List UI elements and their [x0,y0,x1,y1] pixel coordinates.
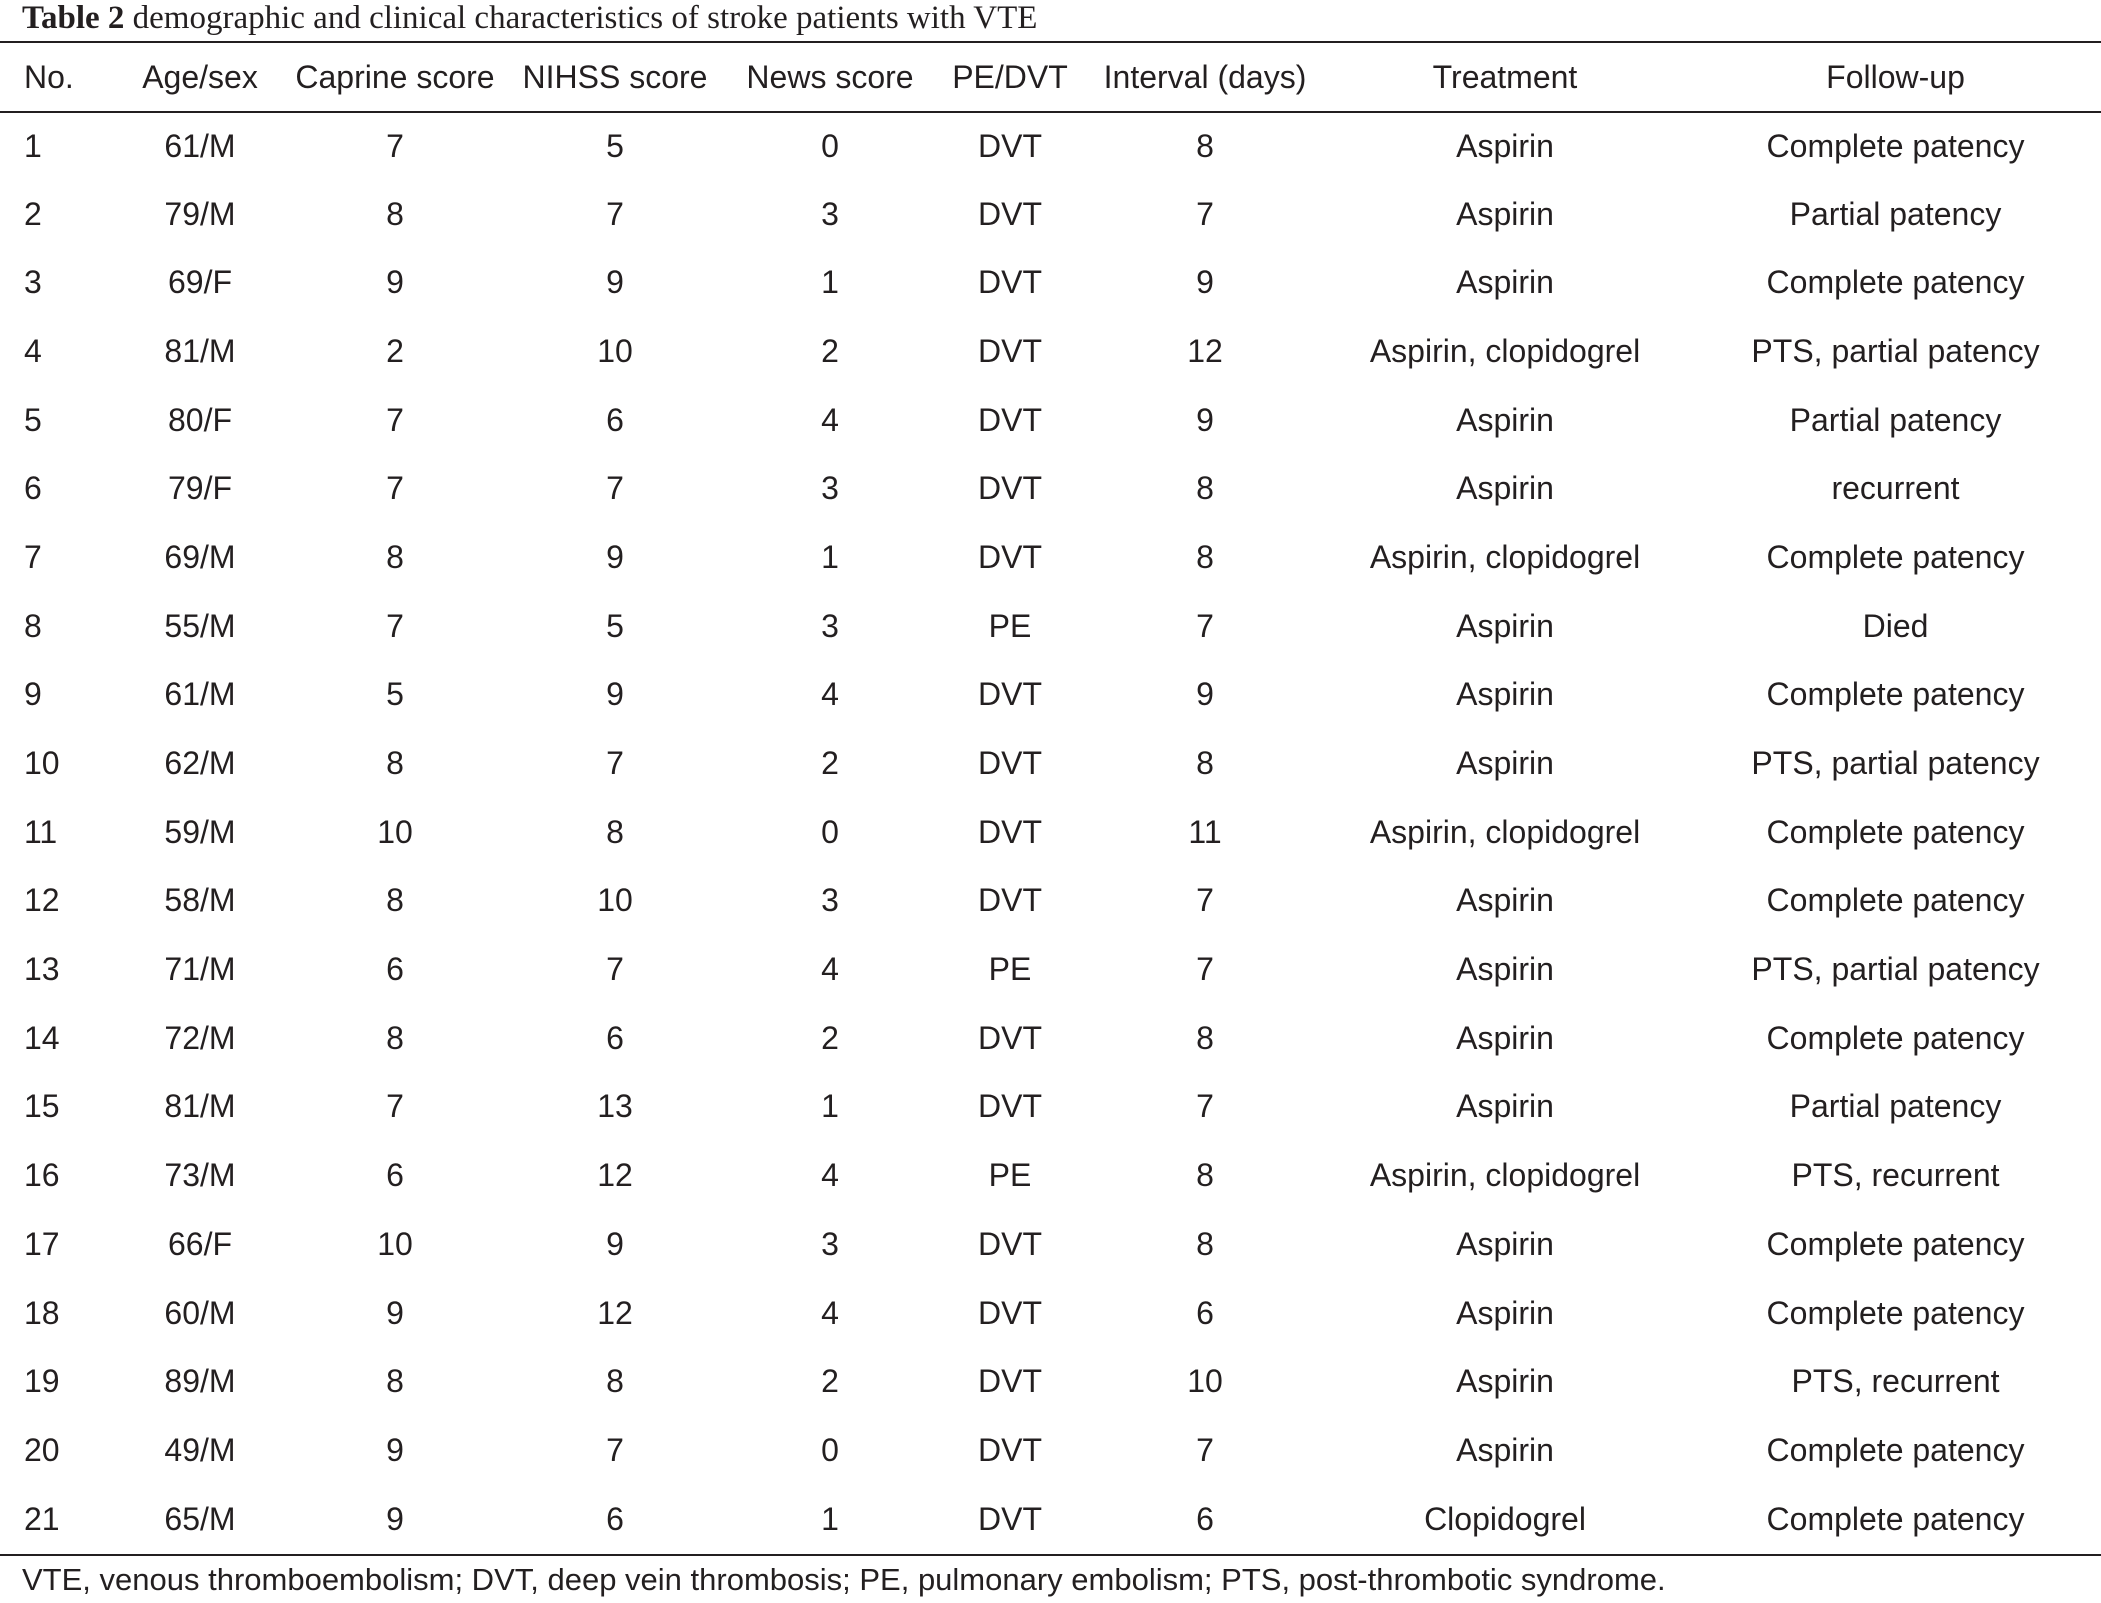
cell-pe-dvt: PE [988,607,1032,644]
cell-caprine-score: 8 [386,882,404,919]
cell-pe-dvt: DVT [978,813,1042,850]
cell-pe-dvt: DVT [978,195,1042,232]
cell-pe-dvt: DVT [978,745,1042,782]
cell-treatment: Aspirin [1456,676,1554,713]
cell-follow-up: Complete patency [1766,538,2025,575]
table-header [0,43,2101,111]
cell-interval: 9 [1196,401,1214,438]
cell-pe-dvt: DVT [978,264,1042,301]
cell-news-score: 1 [821,1500,839,1537]
cell-treatment: Aspirin [1456,1088,1554,1125]
cell-news-score: 4 [821,1157,839,1194]
cell-nihss-score: 5 [606,607,624,644]
cell-no: 3 [24,264,42,301]
cell-caprine-score: 8 [386,538,404,575]
table-row [0,248,2101,317]
cell-age-sex: 79/M [164,195,236,232]
cell-age-sex: 61/M [164,676,236,713]
cell-nihss-score: 7 [606,745,624,782]
cell-interval: 6 [1196,1500,1214,1537]
cell-pe-dvt: DVT [978,676,1042,713]
cell-follow-up: Complete patency [1766,1431,2025,1468]
cell-interval: 7 [1196,951,1214,988]
cell-follow-up: Partial patency [1789,401,2002,438]
cell-follow-up: Complete patency [1766,882,2025,919]
header-news-score: News score [746,58,914,95]
cell-caprine-score: 2 [386,332,404,369]
cell-follow-up: PTS, recurrent [1791,1363,2000,1400]
table-caption [22,0,1037,40]
header-follow-up: Follow-up [1826,58,1965,95]
cell-interval: 8 [1196,745,1214,782]
header-no: No. [24,58,74,95]
table-row [0,1485,2101,1554]
cell-follow-up: Complete patency [1766,676,2025,713]
cell-nihss-score: 10 [597,882,633,919]
cell-treatment: Aspirin [1456,470,1554,507]
cell-news-score: 3 [821,470,839,507]
cell-pe-dvt: DVT [978,127,1042,164]
cell-follow-up: Complete patency [1766,813,2025,850]
cell-caprine-score: 8 [386,195,404,232]
cell-interval: 7 [1196,607,1214,644]
cell-nihss-score: 7 [606,1431,624,1468]
table-row [0,1210,2101,1279]
cell-interval: 7 [1196,1431,1214,1468]
cell-interval: 11 [1188,813,1222,850]
table-row [0,180,2101,249]
cell-follow-up: Partial patency [1789,195,2002,232]
table-caption-text: demographic and clinical characteristics of stroke patients with VTE [132,0,1038,36]
cell-nihss-score: 7 [606,470,624,507]
cell-no: 6 [24,470,42,507]
cell-age-sex: 59/M [164,813,236,850]
cell-age-sex: 49/M [164,1431,236,1468]
cell-age-sex: 80/F [167,401,233,438]
table-row [0,1279,2101,1348]
cell-no: 10 [24,745,60,782]
cell-news-score: 3 [821,195,839,232]
cell-nihss-score: 6 [606,401,624,438]
cell-age-sex: 55/M [164,607,236,644]
cell-no: 15 [24,1088,60,1125]
cell-age-sex: 79/F [167,470,233,507]
table-row [0,867,2101,936]
table-bottom-rule [0,1554,2101,1556]
cell-caprine-score: 7 [386,1088,404,1125]
cell-age-sex: 65/M [164,1500,236,1537]
header-nihss-score: NIHSS score [522,58,708,95]
cell-pe-dvt: PE [988,951,1032,988]
cell-interval: 7 [1196,1088,1214,1125]
cell-caprine-score: 9 [386,264,404,301]
cell-interval: 9 [1196,264,1214,301]
cell-news-score: 3 [821,607,839,644]
cell-follow-up: Died [1862,607,1929,644]
cell-nihss-score: 12 [597,1157,633,1194]
header-caprine-score: Caprine score [295,58,495,95]
cell-caprine-score: 8 [386,1363,404,1400]
cell-treatment: Aspirin [1456,401,1554,438]
header-treatment: Treatment [1432,58,1578,95]
cell-pe-dvt: DVT [978,882,1042,919]
cell-follow-up: Complete patency [1766,127,2025,164]
cell-follow-up: PTS, recurrent [1791,1157,2000,1194]
header-row [0,43,2101,111]
cell-nihss-score: 12 [597,1294,633,1331]
cell-news-score: 2 [821,1019,839,1056]
table-row [0,1004,2101,1073]
cell-age-sex: 81/M [164,1088,236,1125]
cell-caprine-score: 7 [386,607,404,644]
cell-treatment: Aspirin, clopidogrel [1369,813,1641,850]
cell-age-sex: 89/M [164,1363,236,1400]
cell-treatment: Aspirin [1456,264,1554,301]
cell-no: 11 [24,813,58,850]
cell-news-score: 3 [821,882,839,919]
cell-nihss-score: 8 [606,813,624,850]
cell-news-score: 1 [821,538,839,575]
cell-follow-up: Complete patency [1766,1294,2025,1331]
cell-treatment: Aspirin [1456,607,1554,644]
cell-no: 17 [24,1225,60,1262]
cell-follow-up: PTS, partial patency [1751,951,2040,988]
cell-age-sex: 60/M [164,1294,236,1331]
cell-interval: 8 [1196,127,1214,164]
cell-caprine-score: 6 [386,1157,404,1194]
cell-caprine-score: 9 [386,1294,404,1331]
cell-news-score: 4 [821,676,839,713]
cell-no: 16 [24,1157,60,1194]
header-pe-dvt: PE/DVT [952,58,1068,95]
cell-no: 9 [24,676,42,713]
cell-age-sex: 73/M [164,1157,236,1194]
cell-nihss-score: 8 [606,1363,624,1400]
cell-caprine-score: 7 [386,401,404,438]
cell-nihss-score: 7 [606,951,624,988]
cell-news-score: 2 [821,745,839,782]
cell-nihss-score: 10 [597,332,633,369]
cell-pe-dvt: DVT [978,1088,1042,1125]
cell-treatment: Aspirin [1456,1431,1554,1468]
cell-interval: 6 [1196,1294,1214,1331]
cell-caprine-score: 8 [386,745,404,782]
cell-age-sex: 71/M [164,951,236,988]
table-row [0,386,2101,455]
cell-follow-up: Complete patency [1766,1500,2025,1537]
cell-pe-dvt: DVT [978,1225,1042,1262]
cell-news-score: 2 [821,1363,839,1400]
table-row [0,111,2101,180]
cell-follow-up: Complete patency [1766,1019,2025,1056]
table-row [0,798,2101,867]
table-row [0,592,2101,661]
cell-age-sex: 81/M [164,332,236,369]
cell-interval: 8 [1196,470,1214,507]
cell-pe-dvt: DVT [978,1431,1042,1468]
table-row [0,317,2101,386]
cell-pe-dvt: DVT [978,1500,1042,1537]
table-row [0,1141,2101,1210]
cell-interval: 9 [1196,676,1214,713]
cell-age-sex: 72/M [164,1019,236,1056]
cell-caprine-score: 10 [377,1225,413,1262]
cell-interval: 7 [1196,195,1214,232]
cell-no: 20 [24,1431,60,1468]
cell-follow-up: recurrent [1831,470,1960,507]
cell-interval: 7 [1196,882,1214,919]
cell-news-score: 0 [821,1431,839,1468]
cell-nihss-score: 9 [606,264,624,301]
cell-news-score: 4 [821,951,839,988]
cell-interval: 8 [1196,538,1214,575]
cell-nihss-score: 13 [597,1088,633,1125]
cell-nihss-score: 6 [606,1500,624,1537]
cell-treatment: Aspirin [1456,1225,1554,1262]
cell-nihss-score: 9 [606,538,624,575]
cell-age-sex: 66/F [167,1225,233,1262]
cell-interval: 8 [1196,1157,1214,1194]
table-row [0,1347,2101,1416]
cell-caprine-score: 5 [386,676,404,713]
cell-news-score: 0 [821,813,839,850]
cell-no: 13 [24,951,60,988]
cell-news-score: 2 [821,332,839,369]
cell-nihss-score: 5 [606,127,624,164]
cell-interval: 10 [1187,1363,1223,1400]
cell-pe-dvt: DVT [978,470,1042,507]
cell-no: 2 [24,195,42,232]
table-row [0,1073,2101,1142]
cell-treatment: Aspirin [1456,1019,1554,1056]
cell-nihss-score: 7 [606,195,624,232]
cell-follow-up: PTS, partial patency [1751,745,2040,782]
cell-treatment: Aspirin [1456,882,1554,919]
header-age-sex: Age/sex [142,58,258,95]
cell-news-score: 4 [821,401,839,438]
cell-age-sex: 58/M [164,882,236,919]
cell-age-sex: 69/M [164,538,236,575]
table-body [0,111,2101,1553]
cell-interval: 12 [1187,332,1223,369]
cell-caprine-score: 8 [386,1019,404,1056]
cell-no: 4 [24,332,42,369]
cell-follow-up: Complete patency [1766,264,2025,301]
cell-caprine-score: 7 [386,127,404,164]
cell-news-score: 0 [821,127,839,164]
table-footnote: VTE, venous thromboembolism; DVT, deep vein thrombosis; PE, pulmonary embolism; PTS, post-thrombotic syndrome. [22,1562,1666,1597]
cell-caprine-score: 9 [386,1431,404,1468]
cell-no: 1 [24,127,42,164]
cell-pe-dvt: DVT [978,1019,1042,1056]
table-row [0,523,2101,592]
cell-interval: 8 [1196,1225,1214,1262]
cell-caprine-score: 9 [386,1500,404,1537]
cell-follow-up: Complete patency [1766,1225,2025,1262]
cell-treatment: Clopidogrel [1424,1500,1586,1537]
cell-no: 8 [24,607,42,644]
cell-caprine-score: 6 [386,951,404,988]
cell-age-sex: 69/F [167,264,233,301]
cell-news-score: 3 [821,1225,839,1262]
cell-treatment: Aspirin [1456,745,1554,782]
cell-follow-up: Partial patency [1789,1088,2002,1125]
cell-caprine-score: 10 [377,813,413,850]
cell-treatment: Aspirin [1456,195,1554,232]
cell-nihss-score: 9 [606,1225,624,1262]
cell-pe-dvt: DVT [978,332,1042,369]
cell-treatment: Aspirin, clopidogrel [1369,1157,1641,1194]
patient-table [0,43,2101,1553]
cell-interval: 8 [1196,1019,1214,1056]
cell-pe-dvt: DVT [978,538,1042,575]
cell-pe-dvt: DVT [978,1294,1042,1331]
cell-no: 21 [24,1500,60,1537]
cell-age-sex: 61/M [164,127,236,164]
cell-nihss-score: 9 [606,676,624,713]
table-row [0,454,2101,523]
cell-nihss-score: 6 [606,1019,624,1056]
table-row [0,661,2101,730]
cell-pe-dvt: DVT [978,1363,1042,1400]
cell-no: 7 [24,538,42,575]
cell-treatment: Aspirin, clopidogrel [1369,538,1641,575]
table-row [0,729,2101,798]
cell-pe-dvt: DVT [978,401,1042,438]
cell-treatment: Aspirin [1456,951,1554,988]
cell-caprine-score: 7 [386,470,404,507]
cell-pe-dvt: PE [988,1157,1032,1194]
cell-no: 18 [24,1294,60,1331]
cell-treatment: Aspirin [1456,1363,1554,1400]
cell-no: 14 [24,1019,60,1056]
header-interval: Interval (days) [1103,58,1307,95]
cell-treatment: Aspirin [1456,127,1554,164]
table-caption-label: Table 2 [22,0,125,36]
cell-news-score: 4 [821,1294,839,1331]
cell-age-sex: 62/M [164,745,236,782]
cell-no: 5 [24,401,42,438]
cell-treatment: Aspirin, clopidogrel [1369,332,1641,369]
cell-follow-up: PTS, partial patency [1751,332,2040,369]
table-row [0,935,2101,1004]
cell-treatment: Aspirin [1456,1294,1554,1331]
cell-news-score: 1 [821,264,839,301]
cell-no: 19 [24,1363,60,1400]
cell-no: 12 [24,882,60,919]
cell-news-score: 1 [821,1088,839,1125]
table-row [0,1416,2101,1485]
